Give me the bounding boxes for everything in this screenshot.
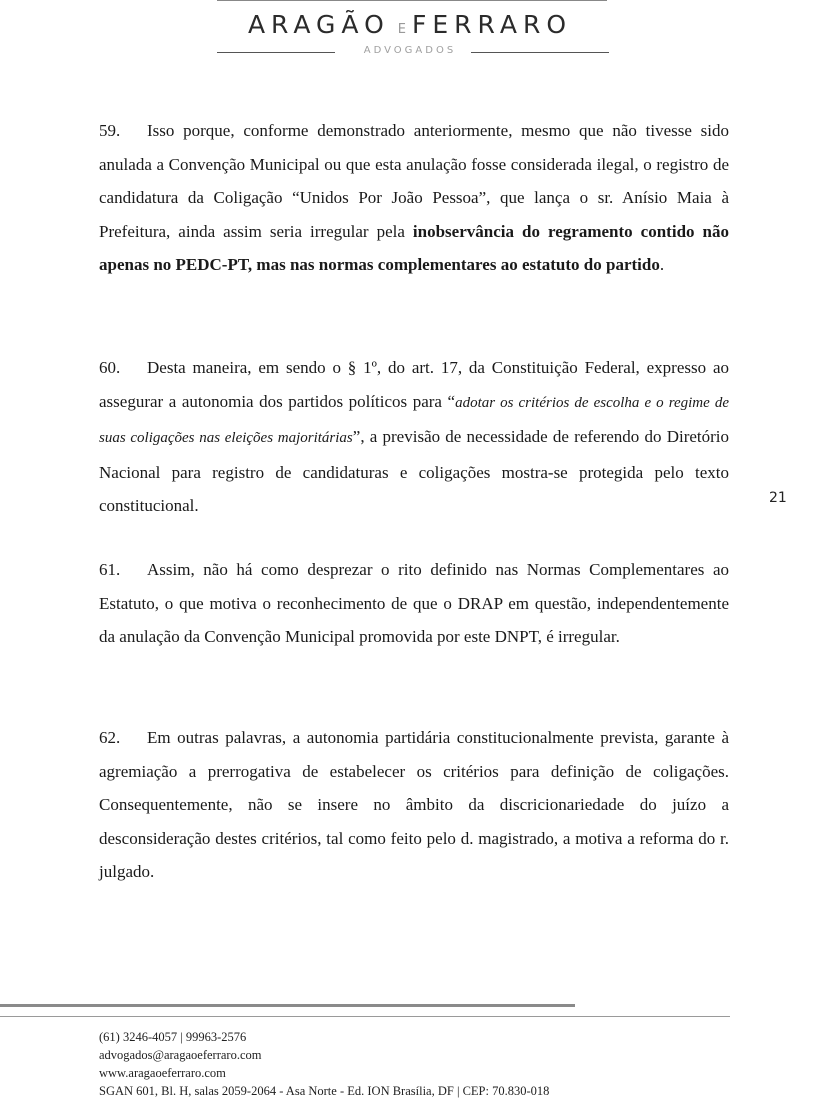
firm-name-connector: E <box>397 22 408 37</box>
paragraph-text-end: ”, a previsão de necessidade de referendo do Diretório Nacional para registro de candidaturas e coligações mostra-se protegida pelo texto constitucional. <box>99 427 730 515</box>
letterhead <box>0 0 820 70</box>
paragraph-number: 62. <box>99 728 121 747</box>
footer-address: SGAN 601, Bl. H, salas 2059-2064 - Asa Norte - Ed. ION Brasília, DF | CEP: 70.830-018 <box>99 1084 550 1098</box>
paragraph-text: Em outras palavras, a autonomia partidária constitucionalmente prevista, garante à agremiação a prerrogativa de estabelecer os critérios para definição de coligações. Consequentemente, não se insere no âmbito da discricionariedade do juízo a desconsideração destes critérios, tal como feito pelo d. magistrado, a motiva a reforma do r. julgado. <box>99 728 729 881</box>
firm-subtitle: ADVOGADOS <box>363 45 457 56</box>
letterhead-top-rule <box>217 0 607 1</box>
paragraph-text: Assim, não há como desprezar o rito definido nas Normas Complementares ao Estatuto, o que motiva o reconhecimento de que o DRAP em questão, independentemente da anulação da Convenção Municipal promovida por este DNPT, é irregular. <box>99 560 729 646</box>
paragraph-bold-text: inobservância do regramento contido não apenas no PEDC-PT, mas nas normas complementares ao estatuto do partido <box>99 221 730 274</box>
footer-phone: (61) 3246-4057 | 99963-2576 <box>99 1030 247 1044</box>
footer-email: advogados@aragaoeferraro.com <box>99 1048 262 1062</box>
subtitle-rule-right <box>471 52 609 53</box>
paragraph-quote-italic: adotar os critérios de escolha e o regime de suas coligações nas eleições majoritárias <box>99 394 729 446</box>
paragraph-text: Desta maneira, em sendo o § 1º, do art. 17, da Constituição Federal, expresso ao assegurar a autonomia dos partidos políticos para “ <box>99 358 729 411</box>
footer-contact <box>99 1028 739 1100</box>
paragraph-text: Isso porque, conforme demonstrado anteriormente, mesmo que não tivesse sido anulada a Convenção Municipal ou que esta anulação fosse considerada ilegal, o registro de candidatura da Coligação “Unidos Por João Pessoa”, que lança o sr. Anísio Maia à Prefeitura, ainda assim seria irregular pela <box>99 121 729 241</box>
paragraph-62 <box>99 721 729 889</box>
footer-website: www.aragaoeferraro.com <box>99 1066 226 1080</box>
footer-rule-thick <box>0 1004 575 1007</box>
paragraph-number: 59. <box>99 121 121 140</box>
paragraph-59 <box>99 114 729 282</box>
footer-rule-thin <box>0 1016 730 1017</box>
firm-name-right: FERRARO <box>412 10 573 39</box>
paragraph-number: 61. <box>99 560 121 579</box>
paragraph-60 <box>99 351 729 523</box>
firm-name-left: ARAGÃO <box>247 10 390 39</box>
firm-logo <box>0 10 820 39</box>
paragraph-61 <box>99 553 729 654</box>
paragraph-number: 60. <box>99 358 121 377</box>
paragraph-text-end: . <box>659 255 665 274</box>
page-number: 21 <box>769 490 787 506</box>
